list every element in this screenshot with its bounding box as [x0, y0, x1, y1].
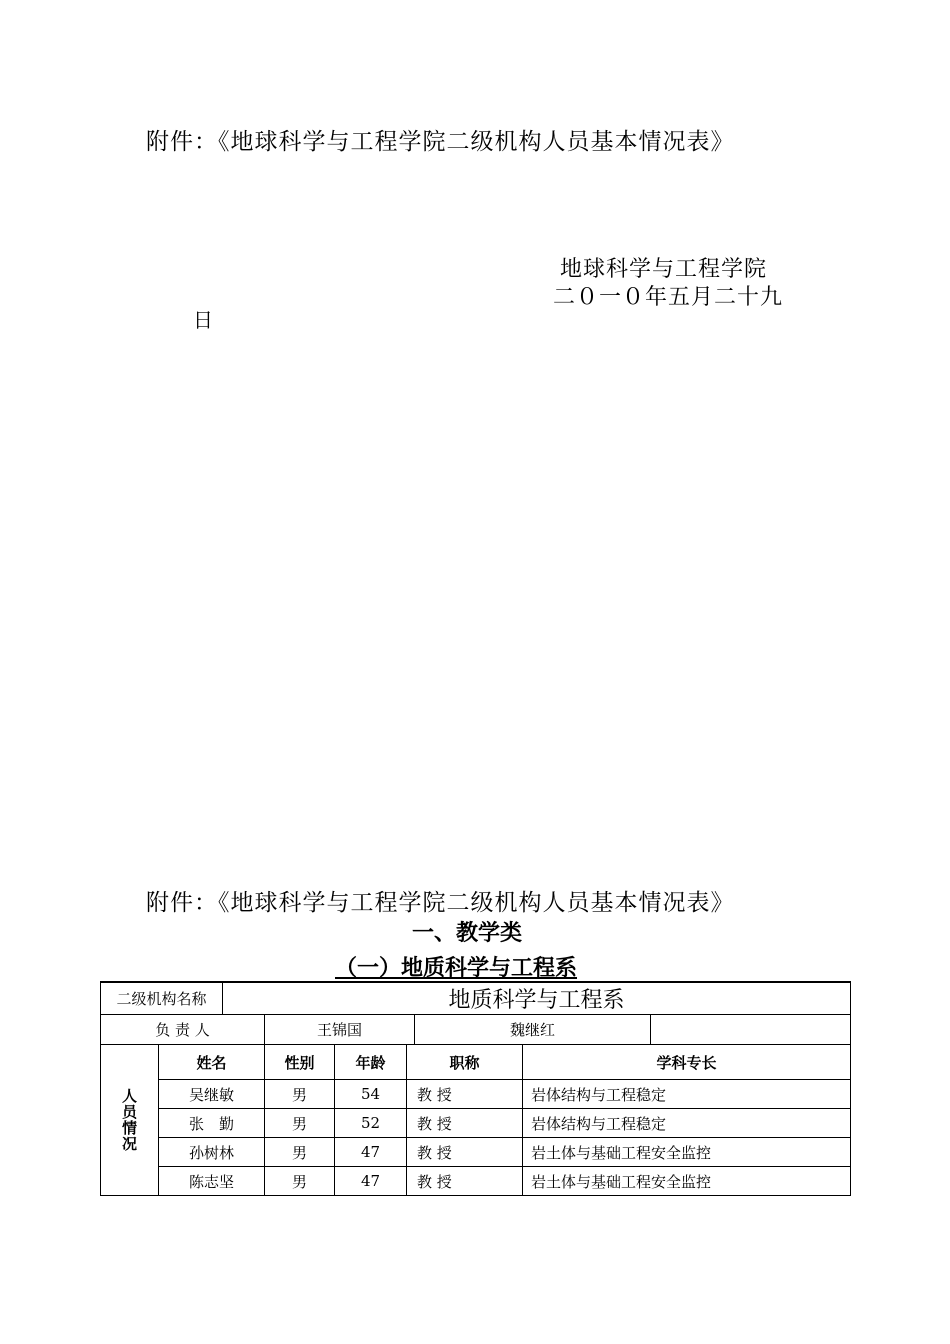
- org-name-value: 地质科学与工程系: [223, 982, 851, 1015]
- section-heading: 一、教学类: [412, 921, 523, 946]
- cell-specialty: 岩土体与基础工程安全监控: [523, 1167, 851, 1196]
- cell-name: 孙树林: [159, 1138, 265, 1167]
- leader-label: 负 责 人: [101, 1015, 265, 1045]
- org-name-label: 二级机构名称: [101, 982, 223, 1015]
- cell-age: 47: [335, 1138, 407, 1167]
- attachment-title-2: 附件：《地球科学与工程学院二级机构人员基本情况表》: [146, 890, 735, 916]
- cell-name: 张 勤: [159, 1109, 265, 1138]
- cell-gender: 男: [265, 1109, 335, 1138]
- people-label: 人 员 情 况: [101, 1045, 159, 1196]
- table-row: [101, 1080, 851, 1109]
- col-gender: 性别: [265, 1045, 335, 1080]
- signature-date-tail: 日: [193, 308, 214, 332]
- leader-1: 王锦国: [265, 1015, 415, 1045]
- cell-name: 陈志坚: [159, 1167, 265, 1196]
- table-row: [101, 1167, 851, 1196]
- table-row: [101, 1138, 851, 1167]
- personnel-table: [100, 981, 851, 1196]
- cell-name: 吴继敏: [159, 1080, 265, 1109]
- cell-gender: 男: [265, 1080, 335, 1109]
- subsection-heading: （一）地质科学与工程系: [335, 956, 578, 981]
- table-row: [101, 1109, 851, 1138]
- cell-age: 52: [335, 1109, 407, 1138]
- cell-gender: 男: [265, 1138, 335, 1167]
- cell-title: 教 授: [407, 1167, 523, 1196]
- cell-specialty: 岩体结构与工程稳定: [523, 1109, 851, 1138]
- signature-date: 二０一０年五月二十九: [553, 285, 784, 310]
- leader-3: [651, 1015, 851, 1045]
- cell-title: 教 授: [407, 1080, 523, 1109]
- cell-specialty: 岩体结构与工程稳定: [523, 1080, 851, 1109]
- cell-title: 教 授: [407, 1109, 523, 1138]
- cell-title: 教 授: [407, 1138, 523, 1167]
- attachment-title: 附件：《地球科学与工程学院二级机构人员基本情况表》: [146, 129, 735, 155]
- col-title: 职称: [407, 1045, 523, 1080]
- cell-age: 47: [335, 1167, 407, 1196]
- cell-gender: 男: [265, 1167, 335, 1196]
- cell-specialty: 岩土体与基础工程安全监控: [523, 1138, 851, 1167]
- signature-org: 地球科学与工程学院: [560, 257, 768, 282]
- col-age: 年龄: [335, 1045, 407, 1080]
- leader-2: 魏继红: [415, 1015, 651, 1045]
- col-name: 姓名: [159, 1045, 265, 1080]
- cell-age: 54: [335, 1080, 407, 1109]
- col-specialty: 学科专长: [523, 1045, 851, 1080]
